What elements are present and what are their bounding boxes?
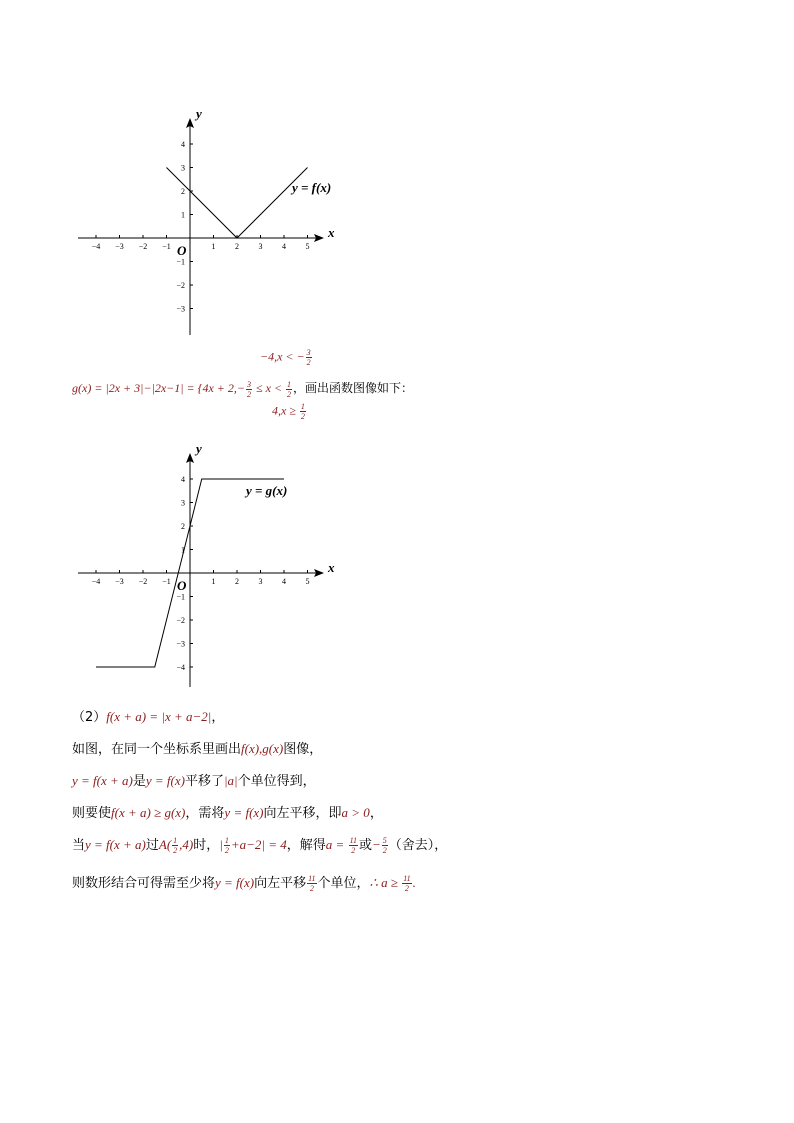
graph-f-y-ticks [176, 140, 193, 314]
g-y-tick-label: −3 [176, 639, 185, 649]
f-x-tick-label: −4 [91, 242, 101, 251]
case2-text-b: ≤ x < [252, 381, 285, 395]
case2-fraction-1: $\frac{3}{2}$ [246, 379, 251, 399]
f-x-tick-label: 2 [235, 242, 239, 251]
graph-f-x-ticks [92, 235, 310, 251]
solution-line-3: y = f(x + a)是y = f(x)平移了|a|个单位得到， [72, 773, 316, 789]
g-x-tick-label: 4 [282, 577, 286, 586]
graph-g [60, 435, 350, 695]
solution-line-2: 如图，在同一个坐标系里画出f(x),g(x)图像， [72, 741, 323, 757]
g-x-tick-label: −4 [91, 577, 101, 586]
g-x-tick-label: −1 [162, 577, 171, 586]
solution-line-6: 则数形结合可得需至少将y = f(x)向左平移 $\frac{11}{2}$ 个单位，∴ a ≥ $\frac{11}{2}$ . [72, 874, 416, 893]
f-x-tick-label: −1 [162, 242, 171, 251]
g-y-tick-label: 3 [181, 498, 185, 508]
case3-text: 4,x ≥ [272, 403, 299, 418]
solution-line-4: 则要使f(x + a) ≥ g(x)，需将y = f(x)向左平移，即a > 0， [72, 805, 383, 821]
f-y-tick-label: 3 [181, 163, 185, 173]
graph-f-axes [78, 118, 324, 335]
g-x-tick-label: 2 [235, 577, 239, 586]
graph-f-curve-label: y = f(x) [292, 180, 332, 195]
f-x-tick-label: 4 [282, 242, 286, 251]
g-x-tick-label: −3 [115, 577, 124, 586]
g-y-tick-label: 1 [181, 545, 185, 555]
f-x-tick-label: 5 [305, 242, 310, 251]
f-y-tick-label: −2 [176, 281, 185, 290]
g-y-tick-label: −4 [176, 663, 185, 672]
graph-f-curve [167, 168, 308, 239]
graph-g-curve-label: y = g(x) [246, 483, 288, 498]
case1-fraction: $\frac{3}{2}$ [306, 348, 311, 367]
g-y-tick-label: 2 [181, 522, 185, 531]
piecewise-lhs-and-case-2 [72, 379, 413, 399]
f-x-tick-label: −3 [115, 242, 124, 251]
graph-f-x-label: x [328, 225, 335, 240]
graph-f-y-label: y [196, 106, 202, 121]
g-x-tick-label: 3 [258, 577, 263, 586]
f-y-tick-label: −1 [176, 257, 185, 267]
f-y-tick-label: −3 [176, 304, 185, 314]
piecewise-case-1 [260, 348, 313, 367]
g-x-tick-label: 5 [305, 577, 310, 586]
graph-g-x-ticks [92, 570, 310, 586]
f-x-tick-label: −2 [138, 242, 148, 251]
case2-suffix: ，画出函数图像如下： [293, 381, 414, 395]
g-y-tick-label: −2 [176, 616, 185, 625]
case2-fraction-2: $\frac{1}{2}$ [287, 379, 291, 399]
g-x-tick-label: 1 [211, 577, 216, 586]
solution-line-5: 当y = f(x + a)过A( $\frac{1}{2}$ ,4)时，| $\frac{1}{2}$ +a−2| = 4，解得a = $\frac{11}{2}$ 或− $\frac{5}{2}$ （舍去）， [72, 836, 448, 855]
f-y-tick-label: 4 [181, 140, 185, 149]
f-x-tick-label: 1 [211, 242, 216, 251]
piecewise-lhs: g(x) = |2x + 3|−|2x−1| = { [72, 381, 203, 395]
g-x-tick-label: −2 [138, 577, 148, 586]
g-y-tick-label: −1 [176, 592, 185, 602]
graph-g-x-label: x [328, 560, 335, 575]
f-y-tick-label: 2 [181, 187, 185, 196]
f-y-tick-label: 1 [181, 210, 185, 220]
graph-f-origin-label: O [177, 243, 187, 258]
case2-text-a: 4x + 2,− [202, 381, 245, 395]
graph-g-origin-label: O [177, 578, 187, 593]
g-y-tick-label: 4 [181, 475, 185, 484]
f-x-tick-label: 3 [258, 242, 263, 251]
graph-f [60, 100, 350, 345]
case1-text: −4,x < − [260, 349, 305, 364]
solution-line-1: （2）f(x + a) = |x + a−2|， [72, 709, 225, 725]
graph-g-y-label: y [196, 441, 202, 456]
case3-fraction: $\frac{1}{2}$ [300, 402, 305, 421]
piecewise-case-3 [272, 402, 307, 421]
